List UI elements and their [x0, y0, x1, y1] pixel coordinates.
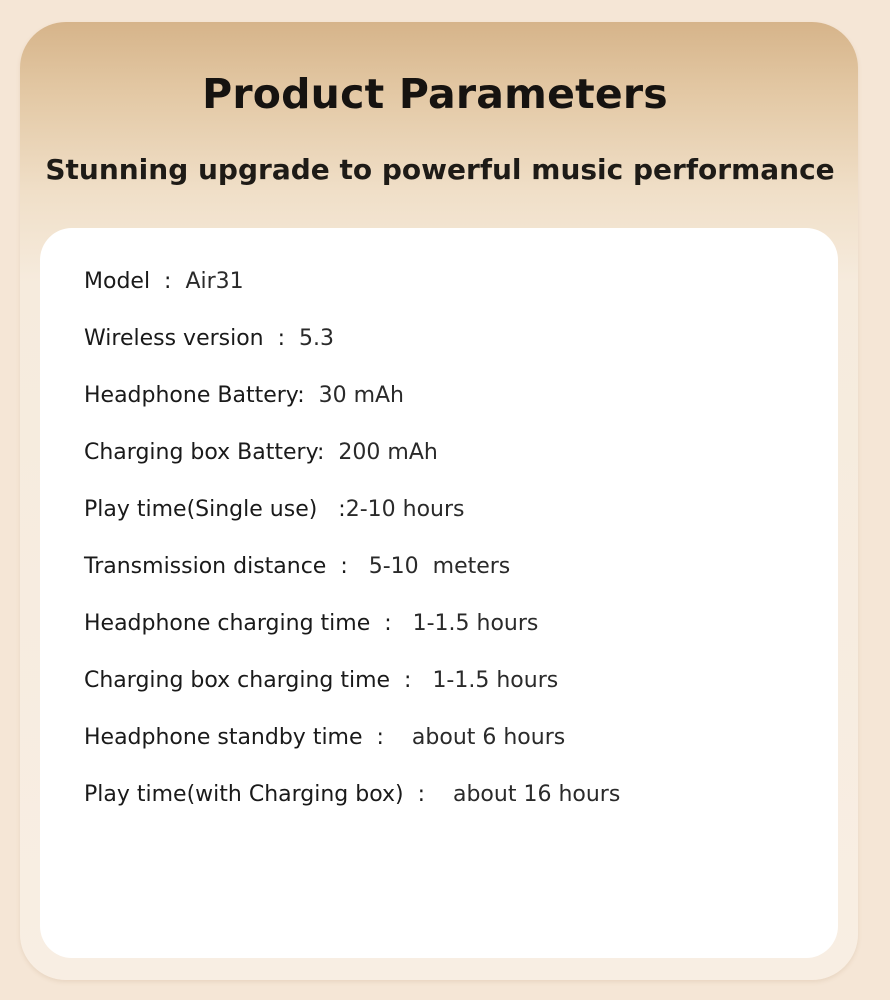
param-value: about 6 hours — [411, 725, 566, 750]
param-label: Headphone Battery: — [84, 383, 319, 408]
param-row-wireless-version — [84, 322, 334, 356]
param-row-headphone-charging-time — [84, 607, 538, 641]
param-row-standby-time — [84, 721, 565, 755]
param-value: about 16 hours — [452, 782, 621, 807]
param-label: Play time(with Charging box) : — [84, 782, 453, 807]
param-value: Air31 — [185, 269, 244, 294]
param-value: 5-10 meters — [368, 554, 511, 579]
param-label: Headphone charging time : — [84, 611, 413, 636]
param-value: 30 mAh — [318, 383, 405, 408]
param-row-headphone-battery — [84, 379, 404, 413]
param-value: 5.3 — [299, 326, 335, 351]
param-value: 1-1.5 hours — [412, 611, 539, 636]
param-row-transmission-distance — [84, 550, 510, 584]
param-label: Wireless version : — [84, 326, 300, 351]
page-subtitle: Stunning upgrade to powerful music performance — [45, 153, 835, 186]
param-value: 2-10 hours — [345, 497, 465, 522]
param-value: 1-1.5 hours — [432, 668, 559, 693]
param-row-box-charging-time — [84, 664, 558, 698]
param-row-model — [84, 265, 244, 299]
parameters-panel — [40, 228, 838, 958]
param-label: Play time(Single use) : — [84, 497, 346, 522]
param-row-charging-box-battery — [84, 436, 438, 470]
param-row-play-time-single — [84, 493, 464, 527]
param-label: Model : — [84, 269, 186, 294]
page-title: Product Parameters — [202, 70, 668, 118]
param-value: 200 mAh — [338, 440, 438, 465]
param-row-play-time-with-box — [84, 778, 620, 812]
param-label: Headphone standby time : — [84, 725, 412, 750]
param-label: Charging box Battery: — [84, 440, 339, 465]
param-label: Charging box charging time : — [84, 668, 433, 693]
param-label: Transmission distance : — [84, 554, 369, 579]
